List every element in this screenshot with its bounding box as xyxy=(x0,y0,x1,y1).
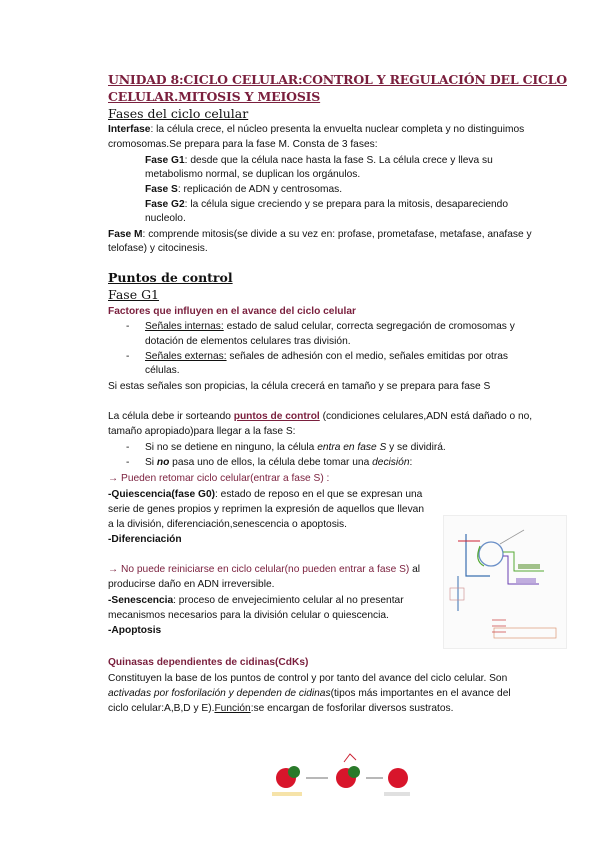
bullet-dash-4: - xyxy=(126,457,130,468)
cell-cycle-diagram-image xyxy=(443,515,567,649)
text-quiescencia-2: serie de genes propios y reprimen la expresión de aquellos que llevan xyxy=(108,504,425,515)
label-g2: Fase G2 xyxy=(145,199,185,210)
item-externas xyxy=(145,350,508,364)
label-s: Fase S xyxy=(145,184,178,195)
label-g1: Fase G1 xyxy=(145,155,185,166)
text-constituyen-3 xyxy=(108,702,453,716)
text-b2-post: : xyxy=(409,457,413,468)
section-heading-fases: Fases del ciclo celular xyxy=(108,106,249,121)
text-b2-pre: Si xyxy=(145,457,157,468)
text-g2-1: : la célula sigue creciendo y se prepara para la mitosis, desapareciendo xyxy=(184,199,509,210)
text-diferenciacion: -Diferenciación xyxy=(108,534,182,545)
text-b1-post: y se dividirá. xyxy=(386,442,446,453)
text-g1-2: metabolismo normal, se duplican los orgánulos. xyxy=(145,169,361,180)
paragraph-interfase xyxy=(108,123,524,137)
text-apoptosis: -Apoptosis xyxy=(108,625,162,636)
cdk-activation-figure-image xyxy=(258,752,418,804)
link-puntos-control: puntos de control xyxy=(233,411,320,422)
text-s-1: : replicación de ADN y centrosomas. xyxy=(177,184,343,195)
text-b1-pre: Si no se detiene en ninguno, la célula xyxy=(145,442,318,453)
paragraph-senescencia xyxy=(108,594,404,608)
bullet-dash-3: - xyxy=(126,442,130,453)
text-b1-it: entra en fase S xyxy=(317,442,387,453)
cell-cycle-diagram-svg xyxy=(444,516,566,648)
figure-blob-4 xyxy=(348,766,360,778)
text-externas-1: señales de adhesión con el medio, señales emitidas por otras xyxy=(226,351,509,362)
text-senescencia-1: : proceso de envejecimiento celular al no presentar xyxy=(173,595,404,606)
label-m: Fase M xyxy=(108,229,143,240)
label-externas: Señales externas: xyxy=(145,351,227,362)
paragraph-m xyxy=(108,228,532,242)
item-no-pasa xyxy=(145,456,412,470)
text-quiescencia-3: a la división, diferenciación,senescencia o apoptosis. xyxy=(108,519,347,530)
label-funcion: Función xyxy=(214,703,251,714)
label-senescencia: -Senescencia xyxy=(108,595,174,606)
subsection-heading-g1: Fase G1 xyxy=(108,287,160,302)
diagram-box-1 xyxy=(518,564,540,569)
text-constituyen-it: activadas por fosforilación y dependen de cidinas xyxy=(108,688,331,699)
paragraph-quiescencia xyxy=(108,488,422,502)
document-title-line1: UNIDAD 8:CICLO CELULAR:CONTROL Y REGULACIÓN DEL CICLO xyxy=(108,72,567,87)
bullet-dash-2: - xyxy=(126,351,130,362)
paragraph-g1 xyxy=(145,154,493,168)
label-internas: Señales internas: xyxy=(145,321,224,332)
text-m-1: : comprende mitosis(se divide a su vez en: profase, prometafase, metafase, anafase y xyxy=(142,229,532,240)
text-interfase-1: : la célula crece, el núcleo presenta la envuelta nuclear completa y no distinguimos xyxy=(150,124,525,135)
text-b2-it: decisión xyxy=(372,457,410,468)
heading-factores: Factores que influyen en el avance del ciclo celular xyxy=(108,306,356,317)
text-constituyen-2 xyxy=(108,687,511,701)
figure-phosphate xyxy=(344,754,356,762)
section-heading-puntos: Puntos de control xyxy=(108,270,233,285)
text-constituyen-3-pre: ciclo celular:A,B,D y E). xyxy=(108,703,215,714)
paragraph-sorteando xyxy=(108,410,532,424)
diagram-line-5 xyxy=(500,530,524,544)
text-arrow2-post: al xyxy=(409,564,421,575)
text-propicias: Si estas señales son propicias, la célula crecerá en tamaño y se prepara para fase S xyxy=(108,381,491,392)
document-title-line2: CELULAR.MITOSIS Y MEIOSIS xyxy=(108,89,321,104)
paragraph-s xyxy=(145,183,342,197)
text-constituyen-1: Constituyen la base de los puntos de control y por tanto del avance del ciclo celular. Son xyxy=(108,673,508,684)
text-externas-2: células. xyxy=(145,365,180,376)
text-sorteando-post: (condiciones celulares,ADN está dañado o no, xyxy=(319,411,533,422)
text-quiescencia-1: : estado de reposo en el que se expresan una xyxy=(215,489,423,500)
diagram-box-3 xyxy=(450,588,464,600)
text-senescencia-2: mecanismos necesarios para la división celular o quiescencia. xyxy=(108,610,389,621)
text-interfase-2: cromosomas.Se prepara para la fase M. Consta de 3 fases: xyxy=(108,139,378,150)
text-g2-2: nucleolo. xyxy=(145,213,186,224)
figure-blob-5 xyxy=(388,768,408,788)
item-no-detiene xyxy=(145,441,446,455)
arrow-retomar: → Pueden retomar ciclo celular(entrar a fase S) : xyxy=(108,473,330,484)
bullet-dash-1: - xyxy=(126,321,130,332)
paragraph-g2 xyxy=(145,198,508,212)
text-sorteando-2: tamaño apropiado)para llegar a la fase S: xyxy=(108,426,296,437)
figure-caption-bar-1 xyxy=(272,792,302,796)
text-b2-no: no xyxy=(156,457,170,468)
text-sorteando-pre: La célula debe ir sorteando xyxy=(108,411,234,422)
text-internas-2: dotación de elementos celulares tras división. xyxy=(145,336,351,347)
diagram-cycle-circle xyxy=(479,542,503,566)
text-internas-1: estado de salud celular, correcta segregación de cromosomas y xyxy=(223,321,515,332)
arrow-no-reiniciar: → No puede reiniciarse en ciclo celular(no pueden entrar a fase S) xyxy=(108,564,410,575)
text-arrow2-2: producirse daño en ADN irreversible. xyxy=(108,579,275,590)
text-g1-1: : desde que la célula nace hasta la fase S. La célula crece y lleva su xyxy=(184,155,493,166)
text-b2-mid: pasa uno de ellos, la célula debe tomar una xyxy=(169,457,373,468)
diagram-box-4 xyxy=(494,628,556,638)
text-constituyen-3-post: :se encargan de fosforilar diversos sustratos. xyxy=(250,703,454,714)
label-interfase: Interfase xyxy=(108,124,151,135)
paragraph-no-reiniciar xyxy=(108,563,420,577)
text-m-2: telofase) y citocinesis. xyxy=(108,243,208,254)
heading-quinasas: Quinasas dependientes de cidinas(CdKs) xyxy=(108,657,309,668)
text-constituyen-post: (tipos más importantes en el avance del xyxy=(330,688,511,699)
cdk-activation-figure-svg xyxy=(258,752,418,804)
label-quiescencia: -Quiescencia(fase G0) xyxy=(108,489,216,500)
diagram-box-2 xyxy=(516,578,536,583)
figure-caption-bar-2 xyxy=(384,792,410,796)
figure-blob-2 xyxy=(288,766,300,778)
item-internas xyxy=(145,320,515,334)
